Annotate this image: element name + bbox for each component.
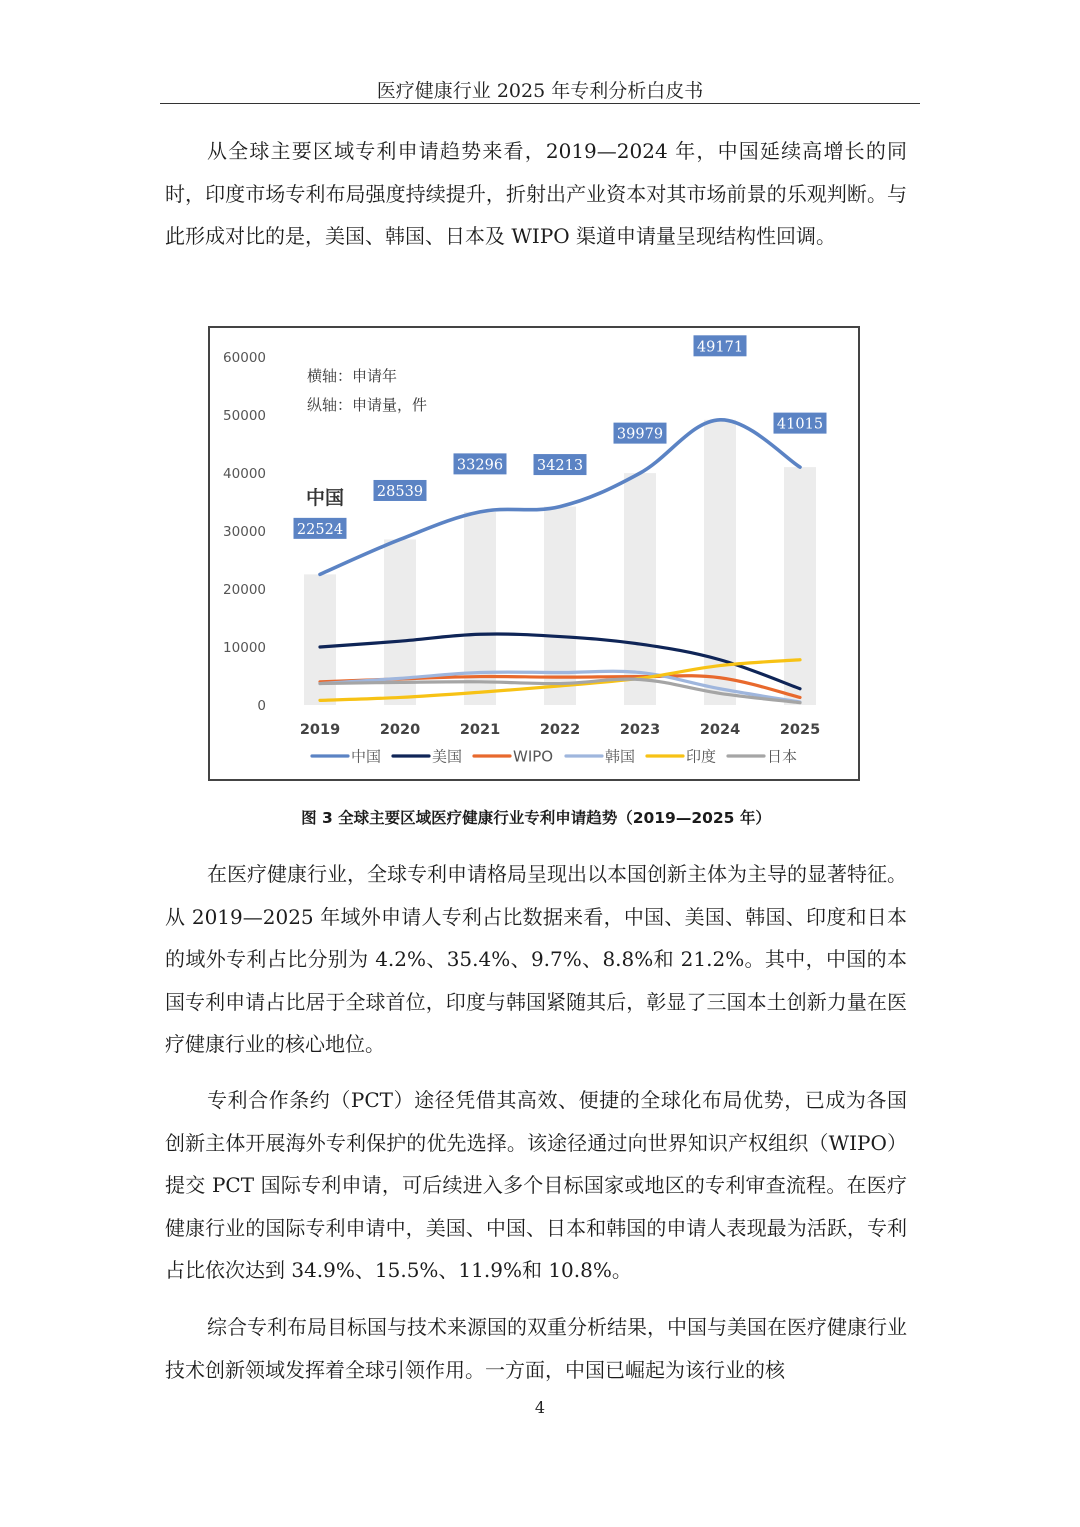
background-bar [544,507,576,705]
data-label: 22524 [296,521,344,538]
data-label: 34213 [536,458,584,475]
figure-caption: 图 3 全球主要区域医疗健康行业专利申请趋势（2019—2025 年） [301,809,771,827]
y-tick-label: 50000 [223,408,266,424]
x-tick-label: 2022 [539,722,581,738]
legend-label: 中国 [351,747,382,766]
legend-label: 韩国 [605,747,636,766]
page-number: 4 [534,1398,546,1417]
x-tick-label: 2025 [779,722,821,738]
paragraph-1: 从全球主要区域专利申请趋势来看，2019—2024 年，中国延续高增长的同时，印度市场专利布局强度持续提升，折射出产业资本对其市场前景的乐观判断。与此形成对比的是，美国、韩国、日本及 WIPO 渠道申请量呈现结构性回调。 [165,139,907,248]
header-title: 医疗健康行业 2025 年专利分析白皮书 [376,80,704,102]
y-axis-note: 纵轴：申请量，件 [307,396,428,414]
legend-label: 美国 [432,747,463,766]
paragraph-3: 专利合作条约（PCT）途径凭借其高效、便捷的全球化布局优势，已成为各国创新主体开展海外专利保护的优先选择。该途径通过向世界知识产权组织（WIPO）提交 PCT 国际专利申请，可后续进入多个目标国家或地区的专利审查流程。在医疗健康行业的国际专利申请中，美国、中国、日本和韩国的申请人表现最为活跃，专利占比依次达到 34.9%、15.5%、11.9%和 10.8%。 [165,1088,907,1282]
chart-figure [208,326,860,781]
legend-label: WIPO [513,747,554,766]
china-series-label: 中国 [306,487,345,509]
background-bar [784,467,816,705]
y-tick-label: 0 [257,698,266,714]
y-tick-label: 30000 [223,524,266,540]
data-label: 28539 [376,483,424,500]
y-tick-label: 20000 [223,582,266,598]
x-tick-label: 2024 [699,722,741,738]
y-tick-label: 40000 [223,466,266,482]
header-rule [160,103,920,104]
trend-chart [210,328,858,779]
data-label: 33296 [456,457,504,474]
x-tick-label: 2019 [299,722,341,738]
data-label: 49171 [696,339,744,356]
legend-label: 印度 [686,747,717,766]
x-tick-label: 2023 [619,722,661,738]
paragraph-2: 在医疗健康行业，全球专利申请格局呈现出以本国创新主体为主导的显著特征。从 2019—2025 年域外申请人专利占比数据来看，中国、美国、韩国、印度和日本的域外专利占比分别为 4.2%、35.4%、9.7%、8.8%和 21.2%。其中，中国的本国专利申请占比居于全球首位，印度与韩国紧随其后，彰显了三国本土创新力量在医疗健康行业的核心地位。 [165,862,907,1056]
x-tick-label: 2021 [459,722,501,738]
background-bar [304,574,336,705]
paragraph-4: 综合专利布局目标国与技术来源国的双重分析结果，中国与美国在医疗健康行业技术创新领域发挥着全球引领作用。一方面，中国已崛起为该行业的核 [165,1315,907,1382]
data-label: 41015 [776,416,824,433]
legend-label: 日本 [767,747,798,766]
y-tick-label: 60000 [223,350,266,366]
data-label: 39979 [616,426,664,443]
x-axis-note: 横轴：申请年 [307,367,398,385]
x-tick-label: 2020 [379,722,421,738]
y-tick-label: 10000 [223,640,266,656]
